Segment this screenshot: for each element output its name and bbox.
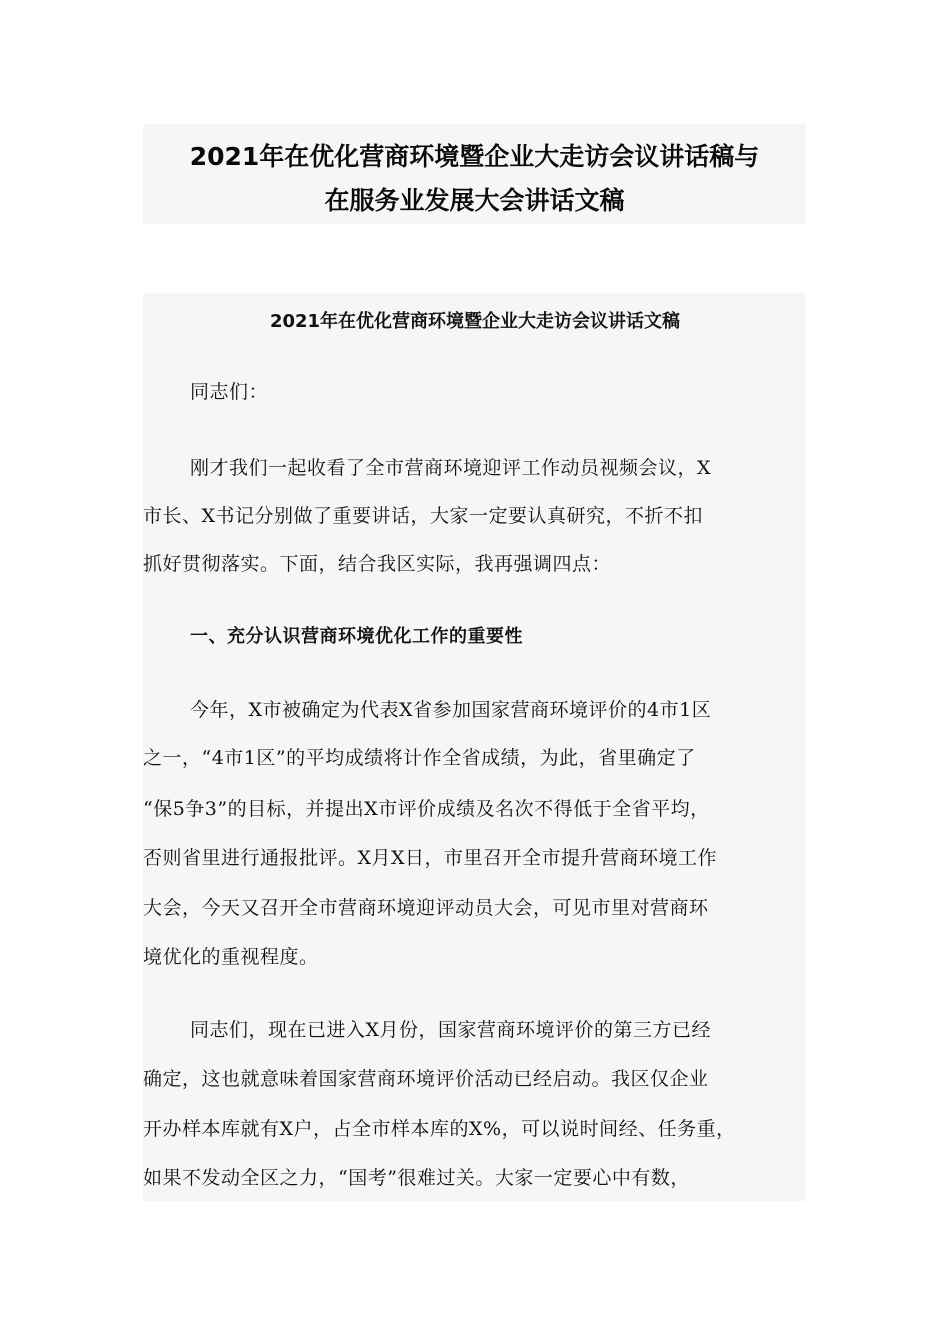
document-title-line: 在服务业发展大会讲话文稿 xyxy=(324,186,625,215)
paragraph-line: 同志们，现在已进入X月份，国家营商环境评价的第三方已经 xyxy=(190,1019,712,1041)
paragraph-line: “保5争3”的目标，并提出X市评价成绩及名次不得低于全省平均， xyxy=(143,798,710,820)
section-title: 2021年在优化营商环境暨企业大走访会议讲话文稿 xyxy=(269,311,681,332)
document-title-block xyxy=(143,124,806,224)
section-heading: 一、充分认识营商环境优化工作的重要性 xyxy=(190,626,523,647)
salutation: 同志们： xyxy=(190,381,269,403)
paragraph-line: 境优化的重视程度。 xyxy=(143,946,319,968)
paragraph-line: 确定，这也就意味着国家营商环境评价活动已经启动。我区仅企业 xyxy=(143,1068,709,1090)
paragraph-line: 今年，X市被确定为代表X省参加国家营商环境评价的4市1区 xyxy=(190,699,712,721)
paragraph-line: 市长、X书记分别做了重要讲话，大家一定要认真研究，不折不扣 xyxy=(143,505,704,527)
paragraph-line: 大会，今天又召开全市营商环境迎评动员大会，可见市里对营商环 xyxy=(143,897,709,919)
paragraph-line: 开办样本库就有X户，占全市样本库的X%，可以说时间经、任务重， xyxy=(143,1118,736,1140)
paragraph-line: 抓好贯彻落实。下面，结合我区实际，我再强调四点： xyxy=(143,553,612,575)
paragraph-line: 否则省里进行通报批评。X月X日，市里召开全市提升营商环境工作 xyxy=(143,847,718,869)
paragraph-line: 刚才我们一起收看了全市营商环境迎评工作动员视频会议，X xyxy=(190,457,712,479)
document-title-line: 2021年在优化营商环境暨企业大走访会议讲话稿与 xyxy=(189,142,760,171)
paragraph-line: 如果不发动全区之力，“国考”很难过关。大家一定要心中有数， xyxy=(143,1167,690,1189)
paragraph-line: 之一，“4市1区”的平均成绩将计作全省成绩，为此，省里确定了 xyxy=(143,747,696,769)
document-title xyxy=(143,124,806,223)
